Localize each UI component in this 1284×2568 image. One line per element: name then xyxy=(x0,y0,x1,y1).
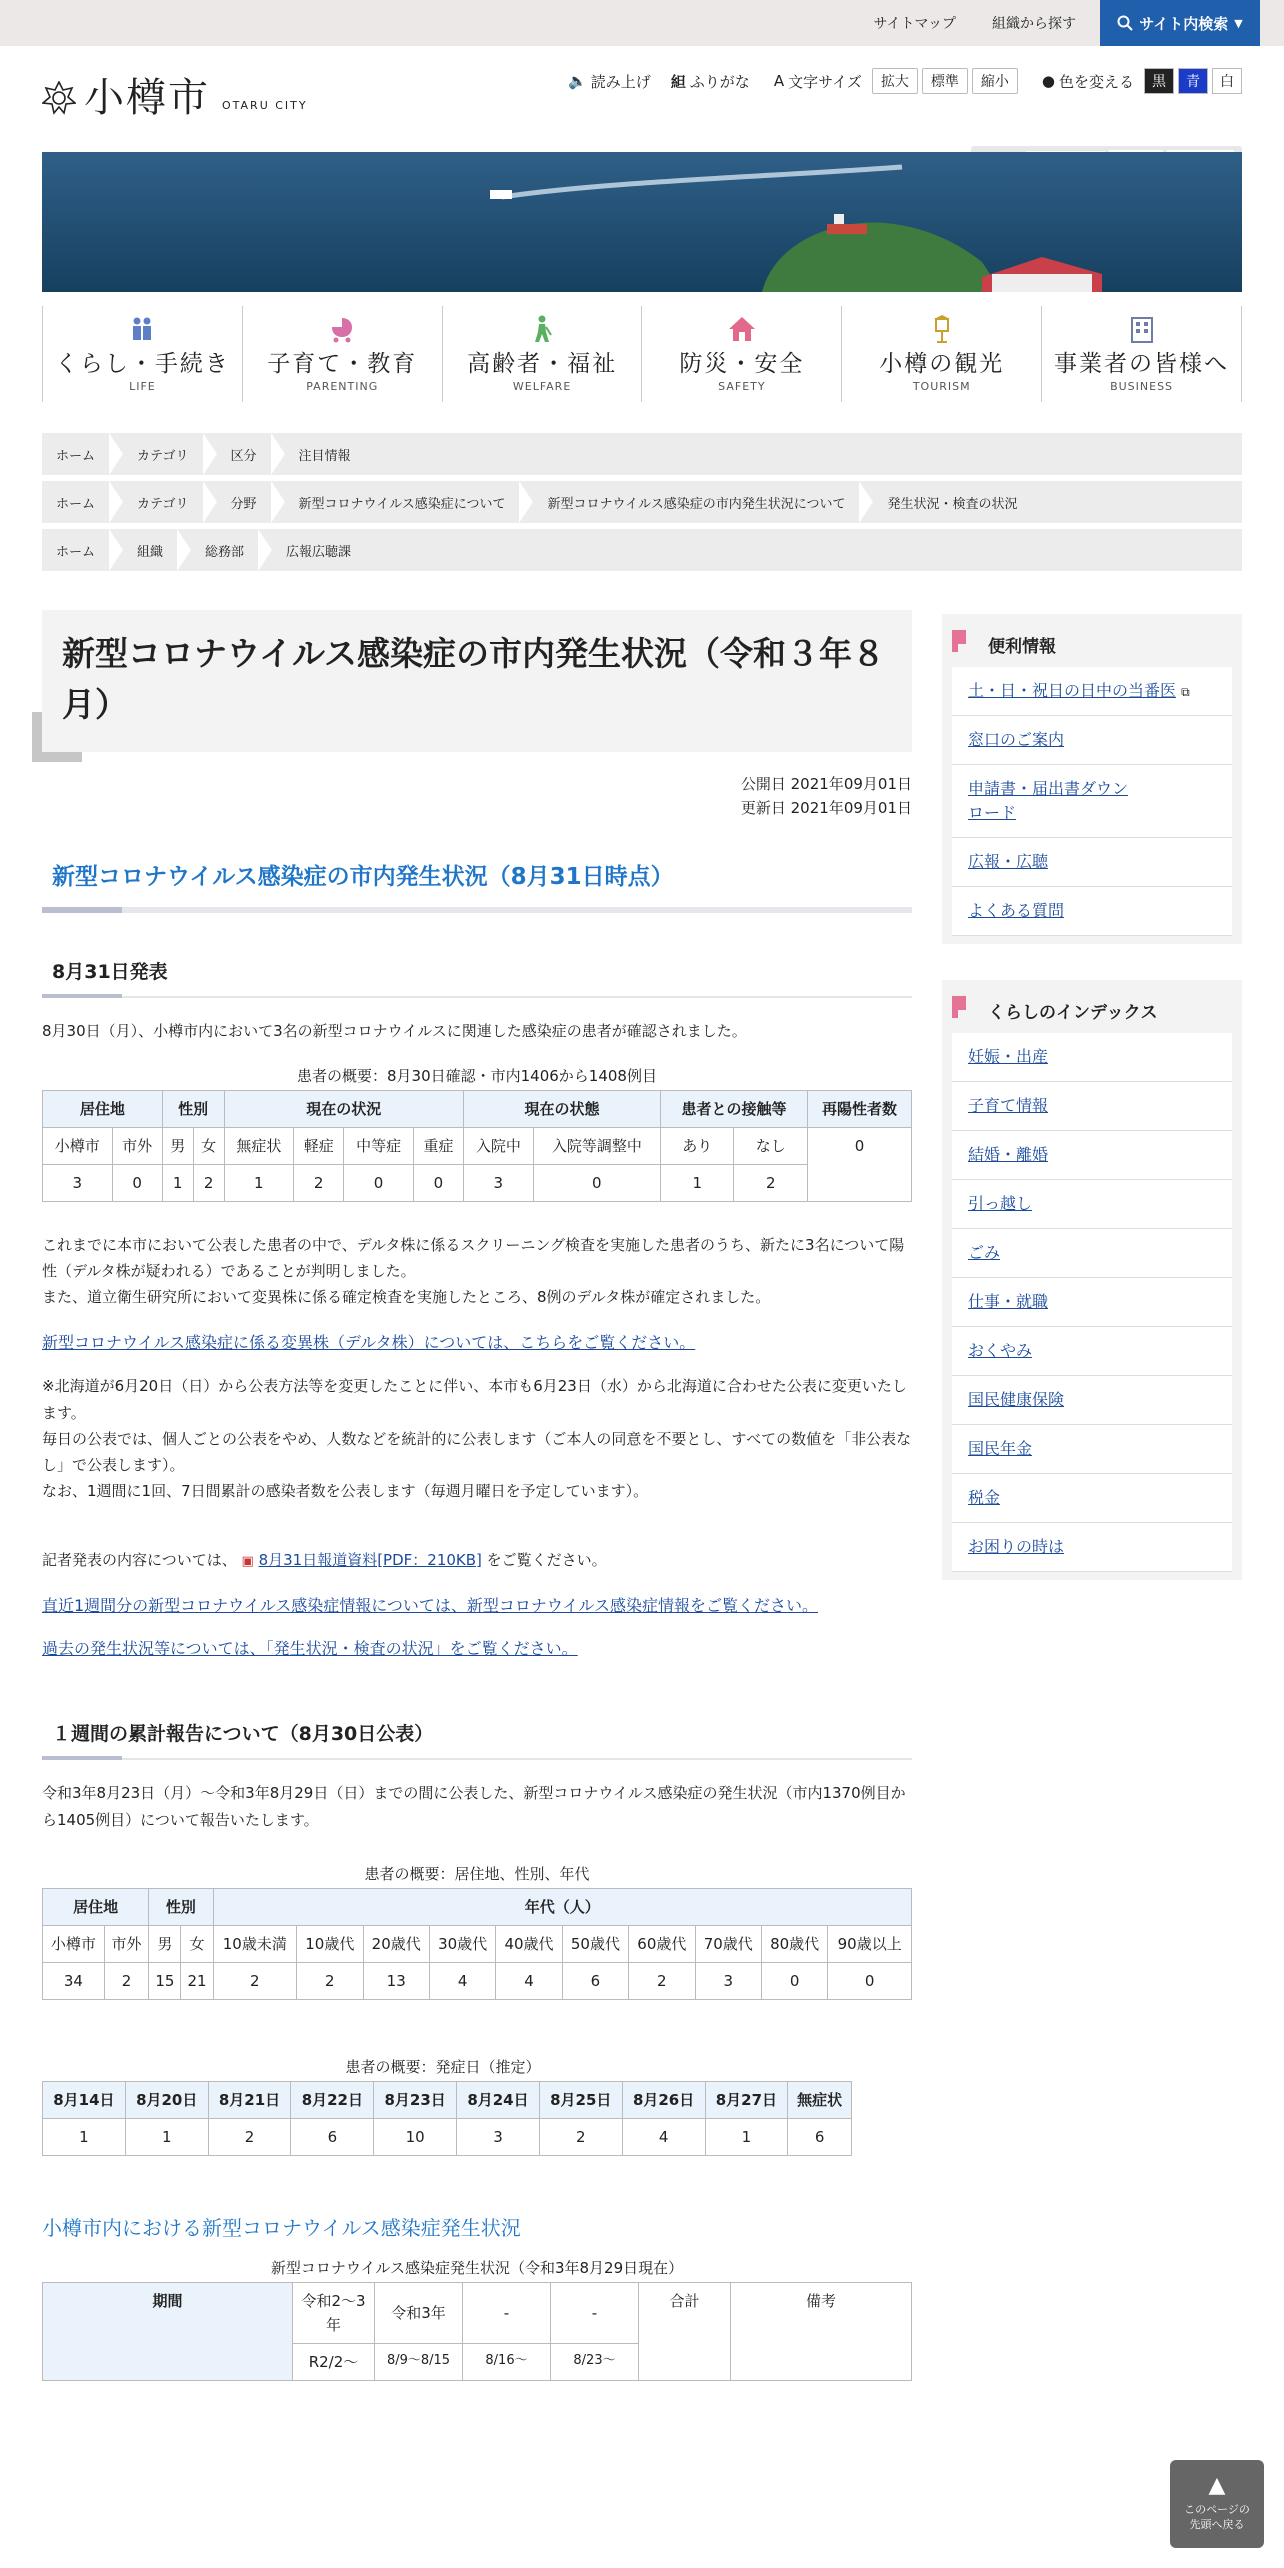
breadcrumb-item[interactable]: 分野 xyxy=(217,481,285,523)
table-cell: 13 xyxy=(363,1962,429,1999)
sea-lighthouse-image xyxy=(42,152,1242,292)
font-standard-button[interactable]: 標準 xyxy=(922,68,968,94)
breadcrumb-item[interactable]: 区分 xyxy=(217,433,285,475)
sidebar-link[interactable]: 妊娠・出産 xyxy=(968,1047,1049,1066)
sidebar-link[interactable]: 引っ越し xyxy=(968,1194,1033,1213)
table-header: 8月27日 xyxy=(705,2081,788,2118)
nav-safety-label: 防災・安全 xyxy=(679,351,805,377)
sidebar-link[interactable]: 窓口のご案内 xyxy=(968,730,1065,749)
table-cell: 10 xyxy=(374,2118,457,2155)
sidebar-item[interactable] xyxy=(952,887,1232,936)
breadcrumb-item[interactable]: 発生状況・検査の状況 xyxy=(887,496,1018,512)
sidebar-link[interactable]: ごみ xyxy=(968,1243,1001,1262)
table-header: 8月23日 xyxy=(374,2081,457,2118)
table-cell: 備考 xyxy=(731,2282,912,2380)
table-cell: 1 xyxy=(661,1164,734,1201)
sidebar-item[interactable] xyxy=(952,1327,1232,1376)
back-to-top-label: このページの先頭へ戻る xyxy=(1184,2503,1250,2531)
site-logo[interactable] xyxy=(42,75,308,121)
table-caption: 患者の概要：8月30日確認・市内1406から1408例目 xyxy=(297,1066,657,1085)
table-caption: 新型コロナウイルス感染症発生状況（令和3年8月29日現在） xyxy=(270,2258,684,2277)
page-title-box xyxy=(42,610,912,752)
table-cell: 0 xyxy=(112,1164,162,1201)
table-cell: 1 xyxy=(162,1164,193,1201)
table-header: 現在の状態 xyxy=(464,1090,661,1127)
table-cell: 30歳代 xyxy=(429,1925,495,1962)
table-cell: 2 xyxy=(213,1962,297,1999)
table-cell: 1 xyxy=(43,2118,126,2155)
read-aloud-button[interactable] xyxy=(568,71,651,92)
global-nav xyxy=(42,306,1242,402)
table-cell: 小樽市 xyxy=(43,1127,113,1164)
nav-tourism-label: 小樽の観光 xyxy=(879,351,1005,377)
top-bar xyxy=(0,0,1284,46)
nav-tourism[interactable] xyxy=(841,306,1041,402)
table-header: 期間 xyxy=(43,2282,293,2380)
sidebar-link[interactable]: 広報・広聴 xyxy=(968,852,1049,871)
intro-text: 8月30日（月）、小樽市内において3名の新型コロナウイルスに関連した感染症の患者が確認されました。 xyxy=(42,1022,747,1041)
table-cell: 令和2〜3年 xyxy=(293,2282,375,2343)
sidebar-item[interactable] xyxy=(952,1474,1232,1523)
table-cell: 令和3年 xyxy=(375,2282,463,2343)
table-cell: 34 xyxy=(43,1962,105,1999)
table-cell: なし xyxy=(734,1127,808,1164)
table-cell: 6 xyxy=(562,1962,628,1999)
font-size-label xyxy=(774,71,862,92)
table-header: 再陽性者数 xyxy=(808,1090,912,1127)
breadcrumb-item[interactable]: 新型コロナウイルス感染症の市内発生状況について xyxy=(533,481,873,523)
past-status-link[interactable]: 過去の発生状況等については、「発生状況・検査の状況」をご覧ください。 xyxy=(42,1639,578,1659)
sidebar-link[interactable]: 申請書・届出書ダウンロード xyxy=(968,779,1129,822)
table-cell: 男 xyxy=(149,1925,181,1962)
sitemap-link[interactable]: サイトマップ xyxy=(873,16,956,32)
table-cell: 2 xyxy=(104,1962,149,1999)
updated-date: 更新日 2021年09月01日 xyxy=(740,799,912,818)
table-cell: 90歳以上 xyxy=(828,1925,912,1962)
table-header: 患者との接触等 xyxy=(661,1090,808,1127)
search-icon xyxy=(1117,15,1133,31)
sidebar-item[interactable] xyxy=(952,667,1232,716)
nav-safety[interactable] xyxy=(641,306,841,402)
nav-welfare-sub: WELFARE xyxy=(512,380,572,393)
page-dates xyxy=(42,772,912,820)
table-cell: 1 xyxy=(224,1164,294,1201)
table-cell: 3 xyxy=(457,2118,540,2155)
table-cell: 市外 xyxy=(112,1127,162,1164)
delta-variant-link[interactable]: 新型コロナウイルス感染症に係る変異株（デルタ株）については、こちらをご覧ください。 xyxy=(42,1333,696,1353)
onset-date-table xyxy=(42,2081,852,2156)
breadcrumb-item[interactable]: 広報広聴課 xyxy=(286,544,352,560)
accessibility-tools xyxy=(568,68,1242,94)
sidebar-link[interactable]: 結婚・離婚 xyxy=(968,1145,1049,1164)
sidebar-link[interactable]: 仕事・就職 xyxy=(968,1292,1049,1311)
building-icon xyxy=(1128,315,1156,343)
table-cell: 0 xyxy=(413,1164,463,1201)
sidebar-item[interactable] xyxy=(952,1229,1232,1278)
table-cell: 無症状 xyxy=(224,1127,294,1164)
table-cell: 4 xyxy=(429,1962,495,1999)
table-cell: 60歳代 xyxy=(629,1925,695,1962)
external-link-icon: ⧉ xyxy=(1181,685,1190,699)
site-search-button[interactable] xyxy=(1100,0,1260,46)
table-cell: R2/2〜 xyxy=(293,2343,375,2380)
table-cell: 3 xyxy=(43,1164,113,1201)
nav-welfare-label: 高齢者・福祉 xyxy=(467,351,618,377)
table-cell: 2 xyxy=(297,1962,363,1999)
table-cell: 6 xyxy=(291,2118,374,2155)
sidebar-item[interactable] xyxy=(952,1278,1232,1327)
table-cell: 8/23〜 xyxy=(551,2343,639,2380)
table-header: 年代（人） xyxy=(213,1888,911,1925)
lamp-icon xyxy=(928,315,956,343)
breadcrumb-2 xyxy=(42,481,1242,523)
table-cell: 2 xyxy=(208,2118,291,2155)
nav-welfare[interactable] xyxy=(442,306,642,402)
table-caption: 患者の概要：居住地、性別、年代 xyxy=(364,1864,590,1883)
main-content xyxy=(42,610,912,2381)
sidebar-link[interactable]: おくやみ xyxy=(968,1341,1033,1360)
table-cell: 10歳代 xyxy=(297,1925,363,1962)
palette-icon: ● xyxy=(1041,72,1055,90)
cumulative-status-table xyxy=(42,2282,912,2381)
notice-text-3: なお、1週間に1回、7日間累計の感染者数を公表します（毎週月曜日を予定しています）。 xyxy=(42,1482,649,1501)
table-cell: 0 xyxy=(533,1164,660,1201)
nav-life[interactable] xyxy=(42,306,242,402)
nav-business-label: 事業者の皆様へ xyxy=(1054,351,1230,377)
published-date: 公開日 2021年09月01日 xyxy=(740,775,912,794)
table-cell: 4 xyxy=(496,1962,562,1999)
table-cell: 女 xyxy=(181,1925,213,1962)
table-cell: 3 xyxy=(695,1962,761,1999)
table-cell: 80歳代 xyxy=(761,1925,827,1962)
table-cell: - xyxy=(463,2282,551,2343)
caret-down-icon: ▼ xyxy=(1234,16,1243,30)
nav-life-sub: LIFE xyxy=(129,380,156,393)
furigana-label: ふりがな xyxy=(689,72,750,91)
table-cell: 市外 xyxy=(104,1925,149,1962)
color-blue-button[interactable]: 青 xyxy=(1178,68,1208,94)
font-size-text: 文字サイズ xyxy=(788,72,862,91)
sidebar-item[interactable] xyxy=(952,838,1232,887)
nav-business[interactable] xyxy=(1041,306,1242,402)
table-cell: 40歳代 xyxy=(496,1925,562,1962)
life-index-title: くらしのインデックス xyxy=(952,998,1232,1023)
table-cell: あり xyxy=(661,1127,734,1164)
table-cell: 入院中 xyxy=(464,1127,534,1164)
breadcrumb-item[interactable]: 新型コロナウイルス感染症について xyxy=(285,481,534,523)
site-search-label: サイト内検索 xyxy=(1139,14,1229,33)
breadcrumb-item[interactable]: ホーム xyxy=(42,433,123,475)
speaker-icon: 🔈 xyxy=(568,72,587,90)
press-release-link[interactable]: 8月31日報道資料[PDF：210KB] xyxy=(258,1550,482,1569)
table-cell: 入院等調整中 xyxy=(533,1127,660,1164)
sidebar-item[interactable] xyxy=(952,1376,1232,1425)
subsection-heading: 8月31日発表 xyxy=(42,957,912,998)
table-cell: 重症 xyxy=(413,1127,463,1164)
color-black-button[interactable]: 黒 xyxy=(1144,68,1174,94)
breadcrumb-item[interactable]: カテゴリ xyxy=(123,481,216,523)
furigana-button[interactable] xyxy=(671,71,750,92)
color-text: 色を変える xyxy=(1058,72,1134,91)
sidebar-link[interactable]: 子育て情報 xyxy=(968,1096,1049,1115)
weekly-report-text: 令和3年8月23日（月）～令和3年8月29日（日）までの間に公表した、新型コロナウイルス感染症の発生状況（市内1370例目から1405例目）について報告いたします。 xyxy=(42,1784,906,1829)
press-pre: 記者発表の内容については、 xyxy=(42,1550,237,1569)
table-header: 8月21日 xyxy=(208,2081,291,2118)
table-cell: 0 xyxy=(808,1127,912,1201)
sidebar-item[interactable] xyxy=(952,1180,1232,1229)
sidebar-link[interactable]: 税金 xyxy=(968,1488,1001,1507)
color-label xyxy=(1042,71,1134,92)
table-cell: 50歳代 xyxy=(562,1925,628,1962)
local-status-heading: 小樽市内における新型コロナウイルス感染症発生状況 xyxy=(42,2215,521,2240)
table-header: 8月14日 xyxy=(43,2081,126,2118)
table-header: 居住地 xyxy=(43,1090,163,1127)
life-index-box xyxy=(942,980,1242,1580)
sidebar-link[interactable]: 国民年金 xyxy=(968,1439,1033,1458)
table-header: 8月20日 xyxy=(125,2081,208,2118)
breadcrumb-3 xyxy=(42,529,1242,571)
arrow-up-icon: ▲ xyxy=(1208,2473,1226,2499)
table-cell: 女 xyxy=(193,1127,224,1164)
sidebar-link[interactable]: お困りの時は xyxy=(968,1537,1065,1556)
table-cell: 10歳未満 xyxy=(213,1925,297,1962)
table-cell: 小樽市 xyxy=(43,1925,105,1962)
walking-person-icon xyxy=(528,315,556,343)
sidebar-item[interactable] xyxy=(952,765,1232,838)
sidebar-item[interactable] xyxy=(952,1082,1232,1131)
table-cell: 1 xyxy=(705,2118,788,2155)
furigana-icon: 䋎 xyxy=(670,72,686,91)
table-cell: 0 xyxy=(761,1962,827,1999)
sidebar-item[interactable] xyxy=(952,1131,1232,1180)
table-cell: 中等症 xyxy=(344,1127,414,1164)
sidebar-item[interactable] xyxy=(952,1425,1232,1474)
table-cell: 20歳代 xyxy=(363,1925,429,1962)
breadcrumb-item[interactable]: ホーム xyxy=(42,481,123,523)
delta-confirm-text: また、道立衛生研究所において変異株に係る確定検査を実施したところ、8例のデルタ株が確定されました。 xyxy=(42,1288,771,1307)
breadcrumb-item[interactable]: 組織 xyxy=(123,529,191,571)
nav-business-sub: BUSINESS xyxy=(1110,380,1174,393)
table-header: 現在の状況 xyxy=(224,1090,464,1127)
table-cell: 軽症 xyxy=(294,1127,344,1164)
table-cell: 2 xyxy=(294,1164,344,1201)
table-header: 8月24日 xyxy=(457,2081,540,2118)
table-cell: 3 xyxy=(464,1164,534,1201)
breadcrumb-item[interactable]: カテゴリ xyxy=(123,433,216,475)
press-post: をご覧ください。 xyxy=(486,1550,607,1569)
sidebar-link[interactable]: 土・日・祝日の日中の当番医 xyxy=(968,681,1177,700)
table-cell: 1 xyxy=(125,2118,208,2155)
table-cell: - xyxy=(551,2282,639,2343)
table-header: 性別 xyxy=(162,1090,224,1127)
section-heading: 新型コロナウイルス感染症の市内発生状況（8月31日時点） xyxy=(42,858,912,913)
table-cell: 70歳代 xyxy=(695,1925,761,1962)
nav-life-label: くらし・手続き xyxy=(54,351,230,377)
table-cell: 8/9〜8/15 xyxy=(375,2343,463,2380)
recent-info-link[interactable]: 直近1週間分の新型コロナウイルス感染症情報については、新型コロナウイルス感染症情報をご覧ください。 xyxy=(42,1596,818,1616)
breadcrumb-item[interactable]: 注目情報 xyxy=(298,448,351,464)
house-icon xyxy=(728,315,756,343)
table-header: 8月22日 xyxy=(291,2081,374,2118)
sidebar-link[interactable]: よくある質問 xyxy=(968,901,1065,920)
hero-image xyxy=(42,152,1242,292)
table-cell: 0 xyxy=(828,1962,912,1999)
table-header: 無症状 xyxy=(788,2081,852,2118)
sidebar-item[interactable] xyxy=(952,716,1232,765)
patient-summary-table xyxy=(42,1090,912,1202)
font-size-icon: A xyxy=(773,72,785,90)
logo-name: 小樽市 xyxy=(84,75,210,121)
table-cell: 6 xyxy=(788,2118,852,2155)
sidebar-item[interactable] xyxy=(952,1033,1232,1082)
table-header: 8月25日 xyxy=(539,2081,622,2118)
weekly-report-heading: １週間の累計報告について（8月30日公表） xyxy=(42,1719,912,1760)
table-cell: 21 xyxy=(181,1962,213,1999)
read-aloud-label: 読み上げ xyxy=(590,72,651,91)
table-header: 性別 xyxy=(149,1888,213,1925)
header xyxy=(0,46,1284,152)
nav-parenting-label: 子育て・教育 xyxy=(267,351,418,377)
sidebar xyxy=(942,614,1242,1616)
breadcrumb-1 xyxy=(42,433,1242,475)
age-breakdown-table xyxy=(42,1888,912,2000)
table-cell: 8/16〜 xyxy=(463,2343,551,2380)
table-cell: 0 xyxy=(344,1164,414,1201)
logo-sub: OTARU CITY xyxy=(222,98,308,112)
notice-text: ※北海道が6月20日（日）から公表方法等を変更したことに伴い、本市も6月23日（水）から北海道に合わせた公表に変更いたします。 xyxy=(42,1377,907,1422)
useful-info-title: 便利情報 xyxy=(952,632,1232,657)
font-shrink-button[interactable]: 縮小 xyxy=(972,68,1018,94)
table-cell: 4 xyxy=(622,2118,705,2155)
font-enlarge-button[interactable]: 拡大 xyxy=(872,68,918,94)
press-release-text xyxy=(42,1547,912,1574)
table-cell: 2 xyxy=(539,2118,622,2155)
table-cell: 2 xyxy=(629,1962,695,1999)
sidebar-link[interactable]: 国民健康保険 xyxy=(968,1390,1065,1409)
color-white-button[interactable]: 白 xyxy=(1212,68,1242,94)
nav-parenting[interactable] xyxy=(242,306,442,402)
sidebar-item[interactable] xyxy=(952,1523,1232,1572)
title-decoration xyxy=(32,712,82,762)
delta-text: これまでに本市において公表した患者の中で、デルタ株に係るスクリーニング検査を実施した患者のうち、新たに3名について陽性（デルタ株が疑われる）であることが判明しました。 xyxy=(42,1235,905,1280)
org-search-link[interactable]: 組織から探す xyxy=(992,16,1076,32)
table-cell: 合計 xyxy=(639,2282,731,2380)
table-header: 8月26日 xyxy=(622,2081,705,2118)
table-header: 居住地 xyxy=(43,1888,149,1925)
notice-text-2: 毎日の公表では、個人ごとの公表をやめ、人数などを統計的に公表します（ご本人の同意を不要とし、すべての数値を「非公表なし」で公表します）。 xyxy=(42,1429,912,1475)
useful-info-box xyxy=(942,614,1242,944)
page-title: 新型コロナウイルス感染症の市内発生状況（令和３年８月） xyxy=(62,634,886,725)
pdf-icon: ▣ xyxy=(241,1553,254,1569)
table-caption: 患者の概要：発症日（推定） xyxy=(345,2057,541,2076)
stroller-icon xyxy=(328,315,356,343)
table-cell: 2 xyxy=(734,1164,808,1201)
table-cell: 2 xyxy=(193,1164,224,1201)
nav-parenting-sub: PARENTING xyxy=(306,380,379,393)
table-cell: 15 xyxy=(149,1962,181,1999)
family-icon xyxy=(128,315,156,343)
breadcrumb-item[interactable]: ホーム xyxy=(42,529,123,571)
table-cell: 男 xyxy=(162,1127,193,1164)
breadcrumb-item[interactable]: 総務部 xyxy=(191,529,272,571)
nav-safety-sub: SAFETY xyxy=(718,380,766,393)
city-emblem-icon xyxy=(42,81,76,115)
back-to-top-button[interactable] xyxy=(1170,2460,1264,2548)
nav-tourism-sub: TOURISM xyxy=(912,380,971,393)
